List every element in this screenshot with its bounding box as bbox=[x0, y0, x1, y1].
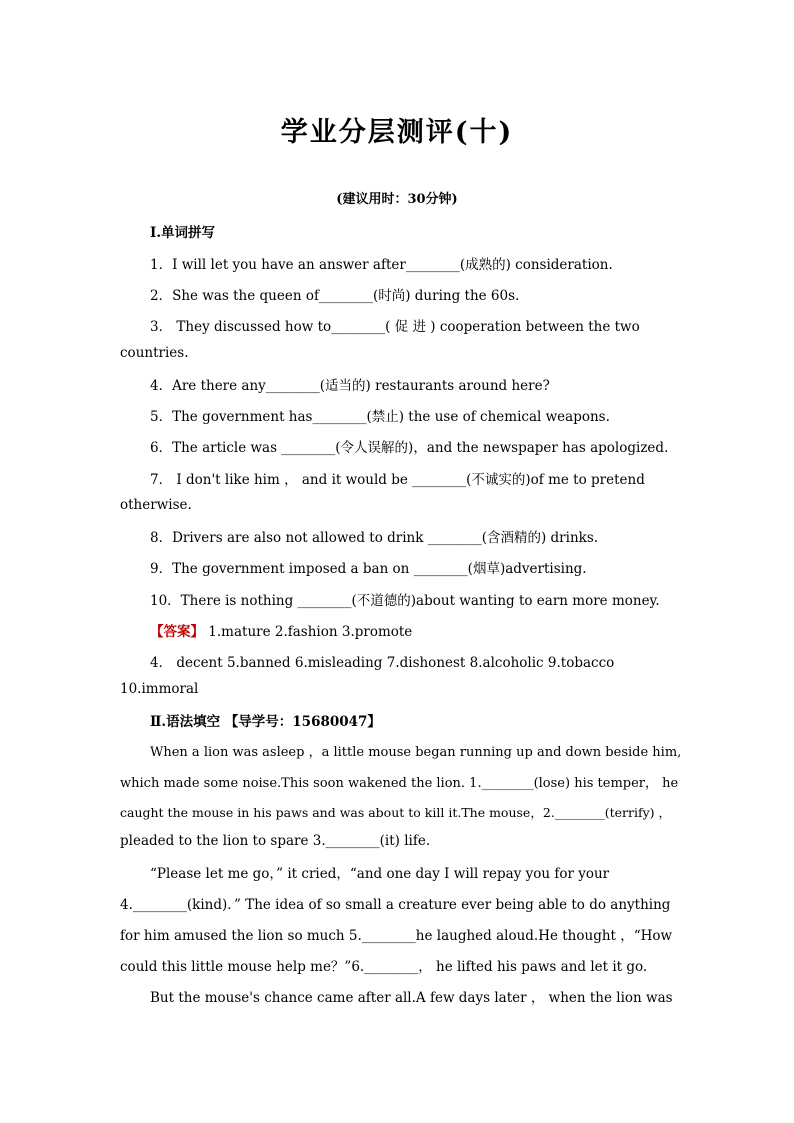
answer-line-1 bbox=[150, 620, 680, 640]
page-title: 学业分层测评(十) bbox=[280, 117, 514, 148]
passage-line-3: caught the mouse in his paws and was about to kill it.The mouse，2.________(terrify) ， bbox=[120, 805, 672, 820]
question-7: 7． I don't like him ， and it would be ________(不诚实的)of me to pretend bbox=[150, 472, 645, 488]
question-3: 3． They discussed how to________( 促 进 ) cooperation between the two bbox=[150, 319, 640, 335]
question-7-cont: otherwise. bbox=[120, 497, 192, 513]
answer-line-2: 4． decent 5.banned 6.misleading 7.dishonest 8.alcoholic 9.tobacco bbox=[150, 655, 615, 671]
passage-line-7: for him amused the lion so much 5.________he laughed aloud.He thought ，“How bbox=[120, 928, 673, 944]
passage-line-2: which made some noise.This soon wakened the lion. 1.________(lose) his temper， he bbox=[120, 776, 679, 791]
time-suggestion: (建议用时：30分钟) bbox=[336, 192, 458, 207]
passage-line-4: pleaded to the lion to spare 3.________(it) life. bbox=[120, 833, 431, 849]
question-3-cont: countries. bbox=[120, 345, 189, 361]
question-6: 6．The article was ________(令人误解的)，and the newspaper has apologized. bbox=[150, 440, 669, 456]
section1-heading: Ⅰ.单词拼写 bbox=[150, 225, 216, 241]
passage-line-6: 4.________(kind)．” The idea of so small a creature ever being able to do anything bbox=[120, 897, 671, 913]
question-2: 2．She was the queen of________(时尚) during the 60s. bbox=[150, 288, 520, 304]
passage-line-9: But the mouse's chance came after all.A few days later ， when the lion was bbox=[150, 990, 673, 1006]
question-9: 9．The government imposed a ban on ________(烟草)advertising. bbox=[150, 561, 587, 577]
passage-line-5: “Please let me go，” it cried，“and one day I will repay you for your bbox=[150, 866, 610, 882]
answers-1-3: 1.mature 2.fashion 3.promote bbox=[204, 624, 413, 640]
answer-line-3: 10.immoral bbox=[120, 681, 199, 697]
answer-label: 【答案】 bbox=[150, 624, 204, 640]
question-5: 5．The government has________(禁止) the use of chemical weapons. bbox=[150, 409, 610, 425]
question-8: 8．Drivers are also not allowed to drink ________(含酒精的) drinks. bbox=[150, 530, 599, 546]
question-10: 10．There is nothing ________(不道德的)about wanting to earn more money. bbox=[150, 593, 660, 609]
passage-line-8: could this little mouse help me？”6.________， he lifted his paws and let it go. bbox=[120, 959, 648, 975]
question-1: 1．I will let you have an answer after________(成熟的) consideration. bbox=[150, 257, 613, 273]
section2-heading: Ⅱ.语法填空 【导学号：15680047】 bbox=[150, 714, 381, 730]
question-4: 4．Are there any________(适当的) restaurants around here? bbox=[150, 378, 550, 394]
passage-line-1: When a lion was asleep ，a little mouse began running up and down beside him, bbox=[150, 745, 682, 760]
